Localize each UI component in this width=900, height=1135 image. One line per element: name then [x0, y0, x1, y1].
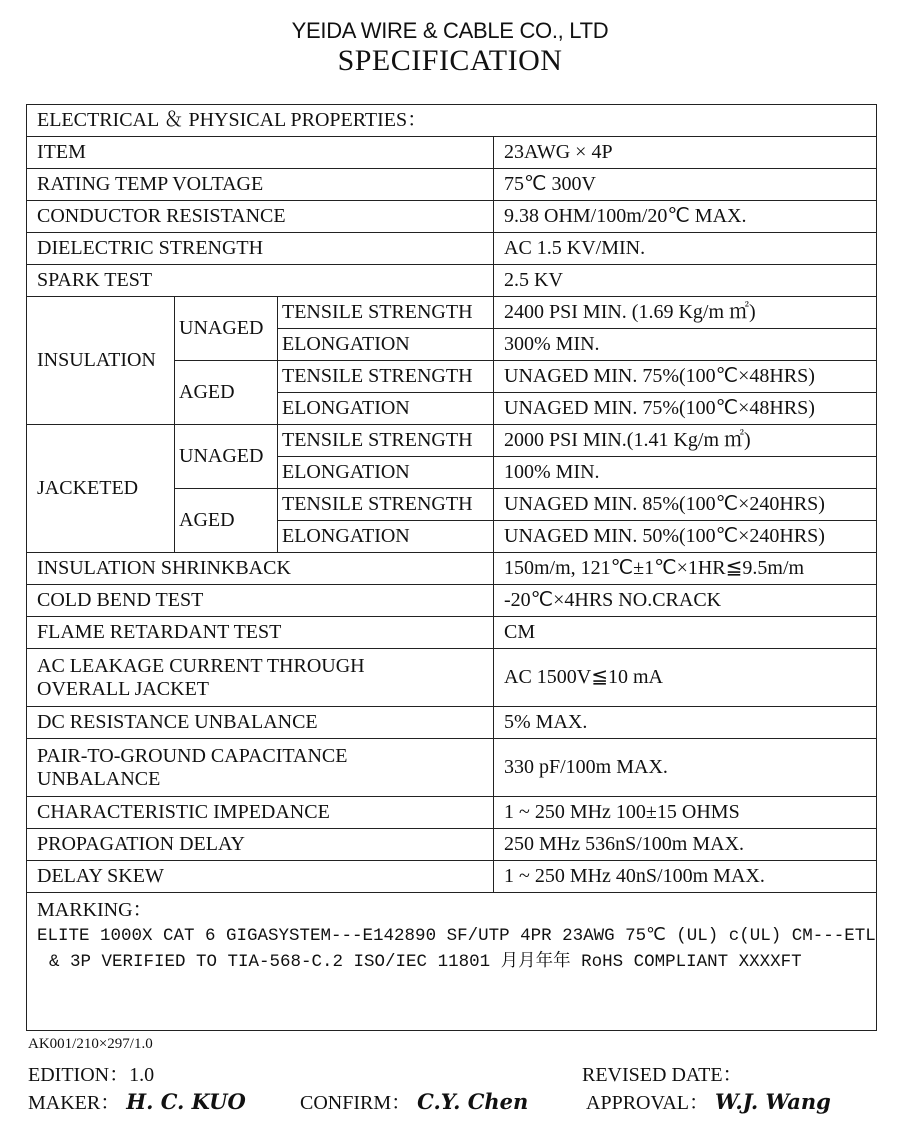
- section-title: ELECTRICAL ＆ PHYSICAL PROPERTIES：: [27, 105, 877, 137]
- flame-label: FLAME RETARDANT TEST: [27, 617, 494, 649]
- jacketed-unaged-tensile-value: 2000 PSI MIN.(1.41 Kg/m ㎡): [494, 425, 877, 457]
- insulation-unaged-label: UNAGED: [175, 297, 278, 361]
- table-row: [27, 297, 877, 329]
- skew-value: 1 ~ 250 MHz 40nS/100m MAX.: [494, 861, 877, 893]
- jacketed-aged-elongation-label: ELONGATION: [278, 521, 494, 553]
- item-value: 23AWG × 4P: [494, 137, 877, 169]
- insulation-label: INSULATION: [27, 297, 175, 425]
- jacketed-label: JACKETED: [27, 425, 175, 553]
- jacketed-aged-elongation-value: UNAGED MIN. 50%(100℃×240HRS): [494, 521, 877, 553]
- insulation-aged-tensile-value: UNAGED MIN. 75%(100℃×48HRS): [494, 361, 877, 393]
- maker-signature: H. C. KUO: [126, 1089, 246, 1114]
- marking-label: MARKING：: [37, 899, 153, 921]
- dc-unbalance-value: 5% MAX.: [494, 707, 877, 739]
- insulation-unaged-elongation-label: ELONGATION: [278, 329, 494, 361]
- table-row: [27, 649, 877, 707]
- impedance-label: CHARACTERISTIC IMPEDANCE: [27, 797, 494, 829]
- edition: EDITION：1.0: [28, 1064, 155, 1086]
- jacketed-aged-tensile-label: TENSILE STRENGTH: [278, 489, 494, 521]
- table-row: [27, 861, 877, 893]
- table-row: [27, 893, 877, 1031]
- spec-table: [26, 104, 877, 1031]
- jacketed-unaged-elongation-label: ELONGATION: [278, 457, 494, 489]
- conductor-value: 9.38 OHM/100m/20℃ MAX.: [494, 201, 877, 233]
- insulation-unaged-elongation-value: 300% MIN.: [494, 329, 877, 361]
- marking-line-2: & 3P VERIFIED TO TIA-568-C.2 ISO/IEC 11801 月月年年 RoHS COMPLIANT XXXXFT: [49, 951, 802, 972]
- conductor-label: CONDUCTOR RESISTANCE: [27, 201, 494, 233]
- confirm-label: CONFIRM：: [300, 1092, 412, 1114]
- table-row: [27, 739, 877, 797]
- jacketed-unaged-label: UNAGED: [175, 425, 278, 489]
- dc-unbalance-label: DC RESISTANCE UNBALANCE: [27, 707, 494, 739]
- jacketed-unaged-elongation-value: 100% MIN.: [494, 457, 877, 489]
- table-row: [27, 169, 877, 201]
- spark-label: SPARK TEST: [27, 265, 494, 297]
- table-row: [27, 553, 877, 585]
- shrinkback-label: INSULATION SHRINKBACK: [27, 553, 494, 585]
- table-row: [27, 707, 877, 739]
- impedance-value: 1 ~ 250 MHz 100±15 OHMS: [494, 797, 877, 829]
- dielectric-label: DIELECTRIC STRENGTH: [27, 233, 494, 265]
- ac-leakage-label: AC LEAKAGE CURRENT THROUGH OVERALL JACKET: [27, 649, 494, 707]
- maker-field: [28, 1086, 246, 1115]
- confirm-signature: C.Y. Chen: [417, 1089, 529, 1114]
- approval-field: [586, 1086, 831, 1115]
- ptg-capacitance-label: PAIR-TO-GROUND CAPACITANCE UNBALANCE: [27, 739, 494, 797]
- form-code: AK001/210×297/1.0: [28, 1036, 153, 1052]
- insulation-unaged-tensile-value: 2400 PSI MIN. (1.69 Kg/m ㎡): [494, 297, 877, 329]
- propagation-value: 250 MHz 536nS/100m MAX.: [494, 829, 877, 861]
- maker-label: MAKER：: [28, 1092, 121, 1114]
- revised-date: REVISED DATE：: [582, 1064, 743, 1086]
- cold-bend-label: COLD BEND TEST: [27, 585, 494, 617]
- item-label: ITEM: [27, 137, 494, 169]
- table-row: [27, 201, 877, 233]
- table-row: [27, 585, 877, 617]
- insulation-aged-tensile-label: TENSILE STRENGTH: [278, 361, 494, 393]
- insulation-aged-elongation-value: UNAGED MIN. 75%(100℃×48HRS): [494, 393, 877, 425]
- spark-value: 2.5 KV: [494, 265, 877, 297]
- propagation-label: PROPAGATION DELAY: [27, 829, 494, 861]
- insulation-aged-elongation-label: ELONGATION: [278, 393, 494, 425]
- ac-leakage-value: AC 1500V≦10 mA: [494, 649, 877, 707]
- cold-bend-value: -20℃×4HRS NO.CRACK: [494, 585, 877, 617]
- marking-cell: [27, 893, 877, 1031]
- table-row: [27, 829, 877, 861]
- insulation-unaged-tensile-label: TENSILE STRENGTH: [278, 297, 494, 329]
- insulation-aged-label: AGED: [175, 361, 278, 425]
- marking-line-1: ELITE 1000X CAT 6 GIGASYSTEM---E142890 SF/UTP 4PR 23AWG 75℃ (UL) c(UL) CM---ETL: [37, 926, 876, 947]
- approval-signature: W.J. Wang: [715, 1089, 831, 1114]
- table-row: [27, 797, 877, 829]
- skew-label: DELAY SKEW: [27, 861, 494, 893]
- table-row: [27, 265, 877, 297]
- approval-label: APPROVAL：: [586, 1092, 709, 1114]
- confirm-field: [300, 1086, 528, 1115]
- jacketed-aged-tensile-value: UNAGED MIN. 85%(100℃×240HRS): [494, 489, 877, 521]
- table-row: [27, 617, 877, 649]
- table-row: [27, 233, 877, 265]
- jacketed-unaged-tensile-label: TENSILE STRENGTH: [278, 425, 494, 457]
- company-name: YEIDA WIRE & CABLE CO., LTD: [291, 18, 609, 43]
- document-title: SPECIFICATION: [337, 44, 563, 77]
- dielectric-value: AC 1.5 KV/MIN.: [494, 233, 877, 265]
- table-row: [27, 425, 877, 457]
- flame-value: CM: [494, 617, 877, 649]
- rating-label: RATING TEMP VOLTAGE: [27, 169, 494, 201]
- jacketed-aged-label: AGED: [175, 489, 278, 553]
- table-row: [27, 137, 877, 169]
- ptg-capacitance-value: 330 pF/100m MAX.: [494, 739, 877, 797]
- rating-value: 75℃ 300V: [494, 169, 877, 201]
- shrinkback-value: 150m/m, 121℃±1℃×1HR≦9.5m/m: [494, 553, 877, 585]
